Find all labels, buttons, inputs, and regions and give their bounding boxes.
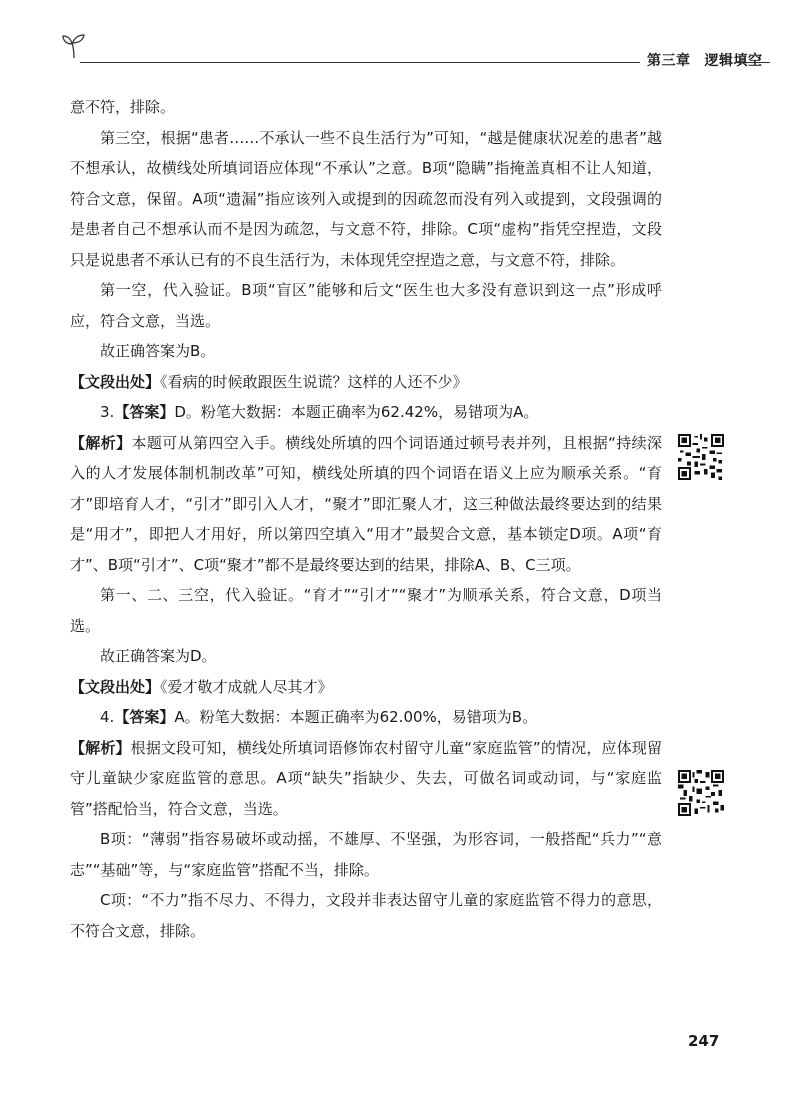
analysis-paragraph: 【解析】本题可从第四空入手。横线处所填的四个词语通过顿号表并列，且根据“持续深入的人才发展体制机制改革”可知，横线处所填的四个词语在语义上应为顺承关系。“育才”即培育人才，“引才”即引入人才，“聚才”即汇聚人才，这三种做法最终要达到的结果是“用才”，即把人才用好，所以第四空填入“用才”最契合文意，基本锁定D项。A项“育才”、B项“引才”、C项“聚才”都不是最终要达到的结果，排除A、B、C三项。 (70, 433, 662, 574)
answer-line: 3.【答案】D。粉笔大数据：本题正确率为62.42%，易错项为A。 (100, 403, 539, 421)
answer-label: 【答案】 (114, 403, 175, 421)
paragraph: 第一空，代入验证。B项“盲区”能够和后文“医生也大多没有意识到这一点”形成呼应，符合文意，当选。 (70, 281, 662, 330)
source-citation: 【文段出处】《看病的时候敢跟医生说谎？这样的人还不少》 (70, 372, 468, 391)
answer-line: 4.【答案】A。粉笔大数据：本题正确率为62.00%，易错项为B。 (100, 708, 538, 726)
source-citation: 【文段出处】《爱才敬才成就人尽其才》 (70, 677, 333, 696)
answer-label: 【答案】 (114, 708, 175, 726)
paragraph: 第一、二、三空，代入验证。“育才”“引才”“聚才”为顺承关系，符合文意，D项当选。 (70, 586, 662, 635)
chapter-title: 逻辑填空 (704, 53, 763, 69)
page-body (70, 92, 662, 946)
header-rule (80, 62, 640, 63)
analysis-label: 【解析】 (70, 738, 131, 757)
paragraph: B项：“薄弱”指容易破坏或动摇，不雄厚、不坚强，为形容词，一般搭配“兵力”“意志”“基础”等，与“家庭监管”搭配不当，排除。 (70, 830, 662, 879)
page-header (60, 30, 770, 70)
paragraph: 故正确答案为B。 (100, 342, 216, 360)
paragraph: C项：“不力”指不尽力、不得力，文段并非表达留守儿童的家庭监管不得力的意思，不符合文意，排除。 (70, 891, 662, 940)
leaf-sprout-icon (60, 32, 90, 60)
analysis-paragraph: 【解析】根据文段可知，横线处所填词语修饰农村留守儿童“家庭监管”的情况，应体现留守儿童缺少家庭监管的意思。A项“缺失”指缺少、失去，可做名词或动词，与“家庭监管”搭配恰当，符合文意，当选。 (70, 738, 662, 818)
paragraph: 意不符，排除。 (70, 98, 176, 116)
qr-code-icon[interactable] (678, 770, 724, 816)
paragraph: 故正确答案为D。 (100, 647, 217, 665)
analysis-label: 【解析】 (70, 433, 132, 452)
page-number: 247 (688, 1032, 720, 1050)
question-number: 3. (100, 403, 115, 421)
question-number: 4. (100, 708, 115, 726)
qr-code-icon[interactable] (678, 434, 724, 480)
chapter-number: 第三章 (647, 53, 691, 69)
chapter-heading (647, 50, 763, 70)
header-rule-tail (735, 62, 770, 63)
source-label: 【文段出处】 (70, 677, 161, 696)
source-label: 【文段出处】 (70, 372, 161, 391)
paragraph: 第三空，根据“患者……不承认一些不良生活行为”可知，“越是健康状况差的患者”越不想承认，故横线处所填词语应体现“不承认”之意。B项“隐瞒”指掩盖真相不让人知道，符合文意，保留。A项“遗漏”指应该列入或提到的因疏忽而没有列入或提到，文段强调的是患者自己不想承认而不是因为疏忽，与文意不符，排除。C项“虚构”指凭空捏造，文段只是说患者不承认已有的不良生活行为，未体现凭空捏造之意，与文意不符，排除。 (70, 128, 662, 269)
